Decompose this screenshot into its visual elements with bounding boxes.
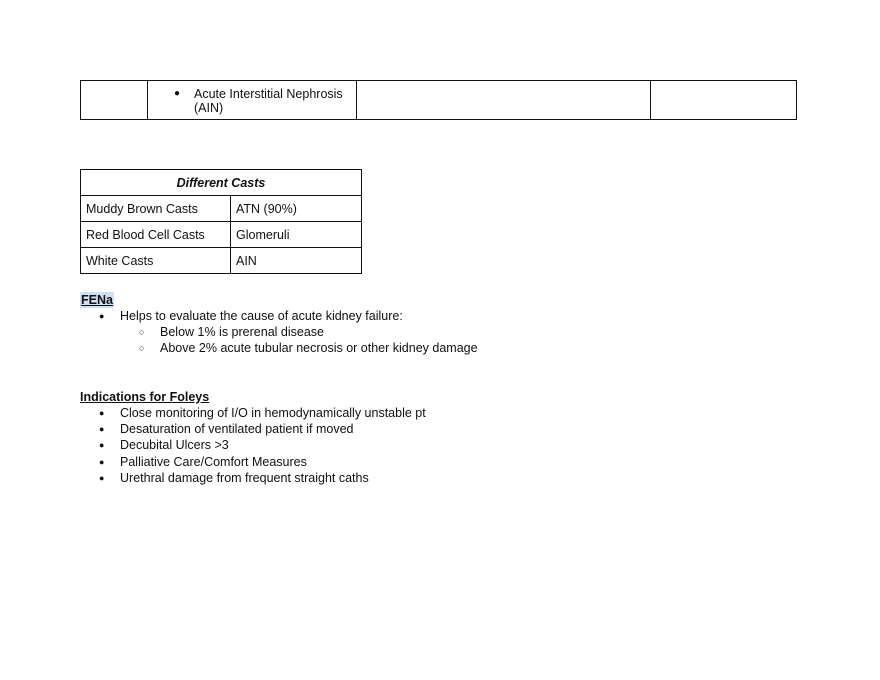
table-cell-bullet [148, 81, 357, 120]
list-item [80, 308, 478, 357]
casts-table [80, 169, 362, 274]
list-item [148, 81, 356, 115]
table-row [81, 196, 362, 222]
fena-section [80, 292, 478, 357]
cast-meaning-cell: AIN [231, 248, 362, 274]
section-heading: Indications for Foleys [80, 390, 210, 404]
table-title: Different Casts [81, 170, 362, 196]
sub-list-item: ○ Above 2% acute tubular necrosis or other kidney damage [120, 340, 478, 356]
list-item-text: Acute Interstitial Nephrosis (AIN) [194, 87, 343, 115]
list-item-text: Helps to evaluate the cause of acute kidney failure: [120, 309, 403, 323]
section-heading: FENa [81, 293, 113, 307]
bullet-list [80, 308, 478, 357]
sub-list-item: ○ Below 1% is prerenal disease [120, 324, 478, 340]
cast-meaning-cell: ATN (90%) [231, 196, 362, 222]
table-row [81, 81, 797, 120]
sub-bullet-list [120, 324, 478, 356]
list-item: ● Urethral damage from frequent straight caths [80, 470, 426, 486]
table-cell-empty [357, 81, 651, 120]
table-header-row [81, 170, 362, 196]
foleys-section [80, 389, 426, 486]
list-item: ● Close monitoring of I/O in hemodynamically unstable pt [80, 405, 426, 421]
table-row [81, 248, 362, 274]
table-cell-empty [81, 81, 148, 120]
continuation-table [80, 80, 797, 120]
cast-type-cell: White Casts [81, 248, 231, 274]
list-item: ● Palliative Care/Comfort Measures [80, 454, 426, 470]
table-cell-empty [651, 81, 797, 120]
cast-type-cell: Red Blood Cell Casts [81, 222, 231, 248]
list-item: ● Desaturation of ventilated patient if moved [80, 421, 426, 437]
cast-meaning-cell: Glomeruli [231, 222, 362, 248]
bullet-icon: ● [174, 88, 181, 99]
bullet-list [80, 405, 426, 486]
table-row [81, 222, 362, 248]
list-item: ● Decubital Ulcers >3 [80, 437, 426, 453]
cast-type-cell: Muddy Brown Casts [81, 196, 231, 222]
